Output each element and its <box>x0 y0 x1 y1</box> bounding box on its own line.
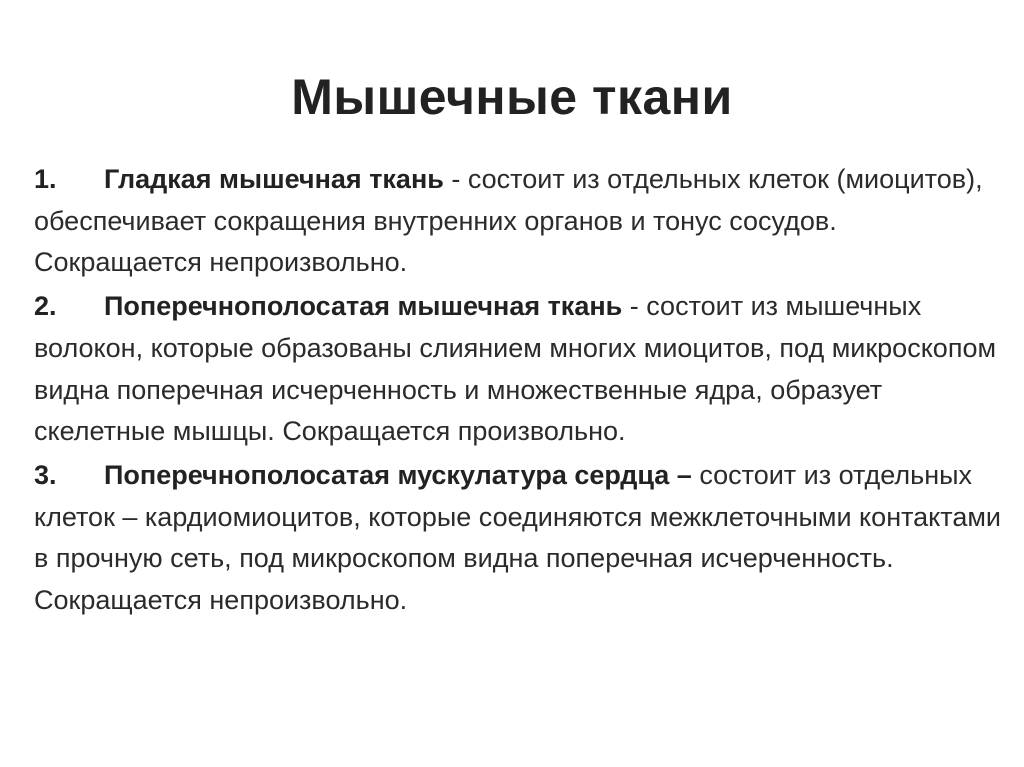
list-item-striated-muscle <box>34 286 1009 453</box>
slide-title: Мышечные ткани <box>291 69 733 125</box>
item-number: 3. <box>34 459 57 490</box>
item-description: состоит из отдельных клеток (миоцитов), обеспечивает сокращения внутренних органов и тонус сосудов. Сокращается непроизвольно. <box>34 164 983 278</box>
item-separator: - <box>443 164 468 194</box>
list-item-cardiac-muscle <box>34 455 1009 622</box>
item-term: Поперечнополосатая мускулатура сердца – <box>104 459 692 490</box>
item-number: 1. <box>34 164 57 194</box>
item-term: Гладкая мышечная ткань <box>104 164 444 194</box>
item-separator: - <box>622 291 647 322</box>
item-number: 2. <box>34 291 57 322</box>
item-description: состоит из мышечных волокон, которые образованы слиянием многих миоцитов, под микроскопом видна поперечная исчерченность и множественные ядра, образует скелетные мышцы. Сокращается произвольно. <box>34 291 997 447</box>
slide-body <box>34 159 1009 624</box>
list-item-smooth-muscle <box>34 159 1009 284</box>
item-term: Поперечнополосатая мышечная ткань <box>104 291 623 322</box>
item-description: состоит из отдельных клеток – кардиомиоцитов, которые соединяются межклеточными контактами в прочную сеть, под микроскопом видна поперечная исчерченность. Сокращается непроизвольно. <box>34 459 1002 616</box>
